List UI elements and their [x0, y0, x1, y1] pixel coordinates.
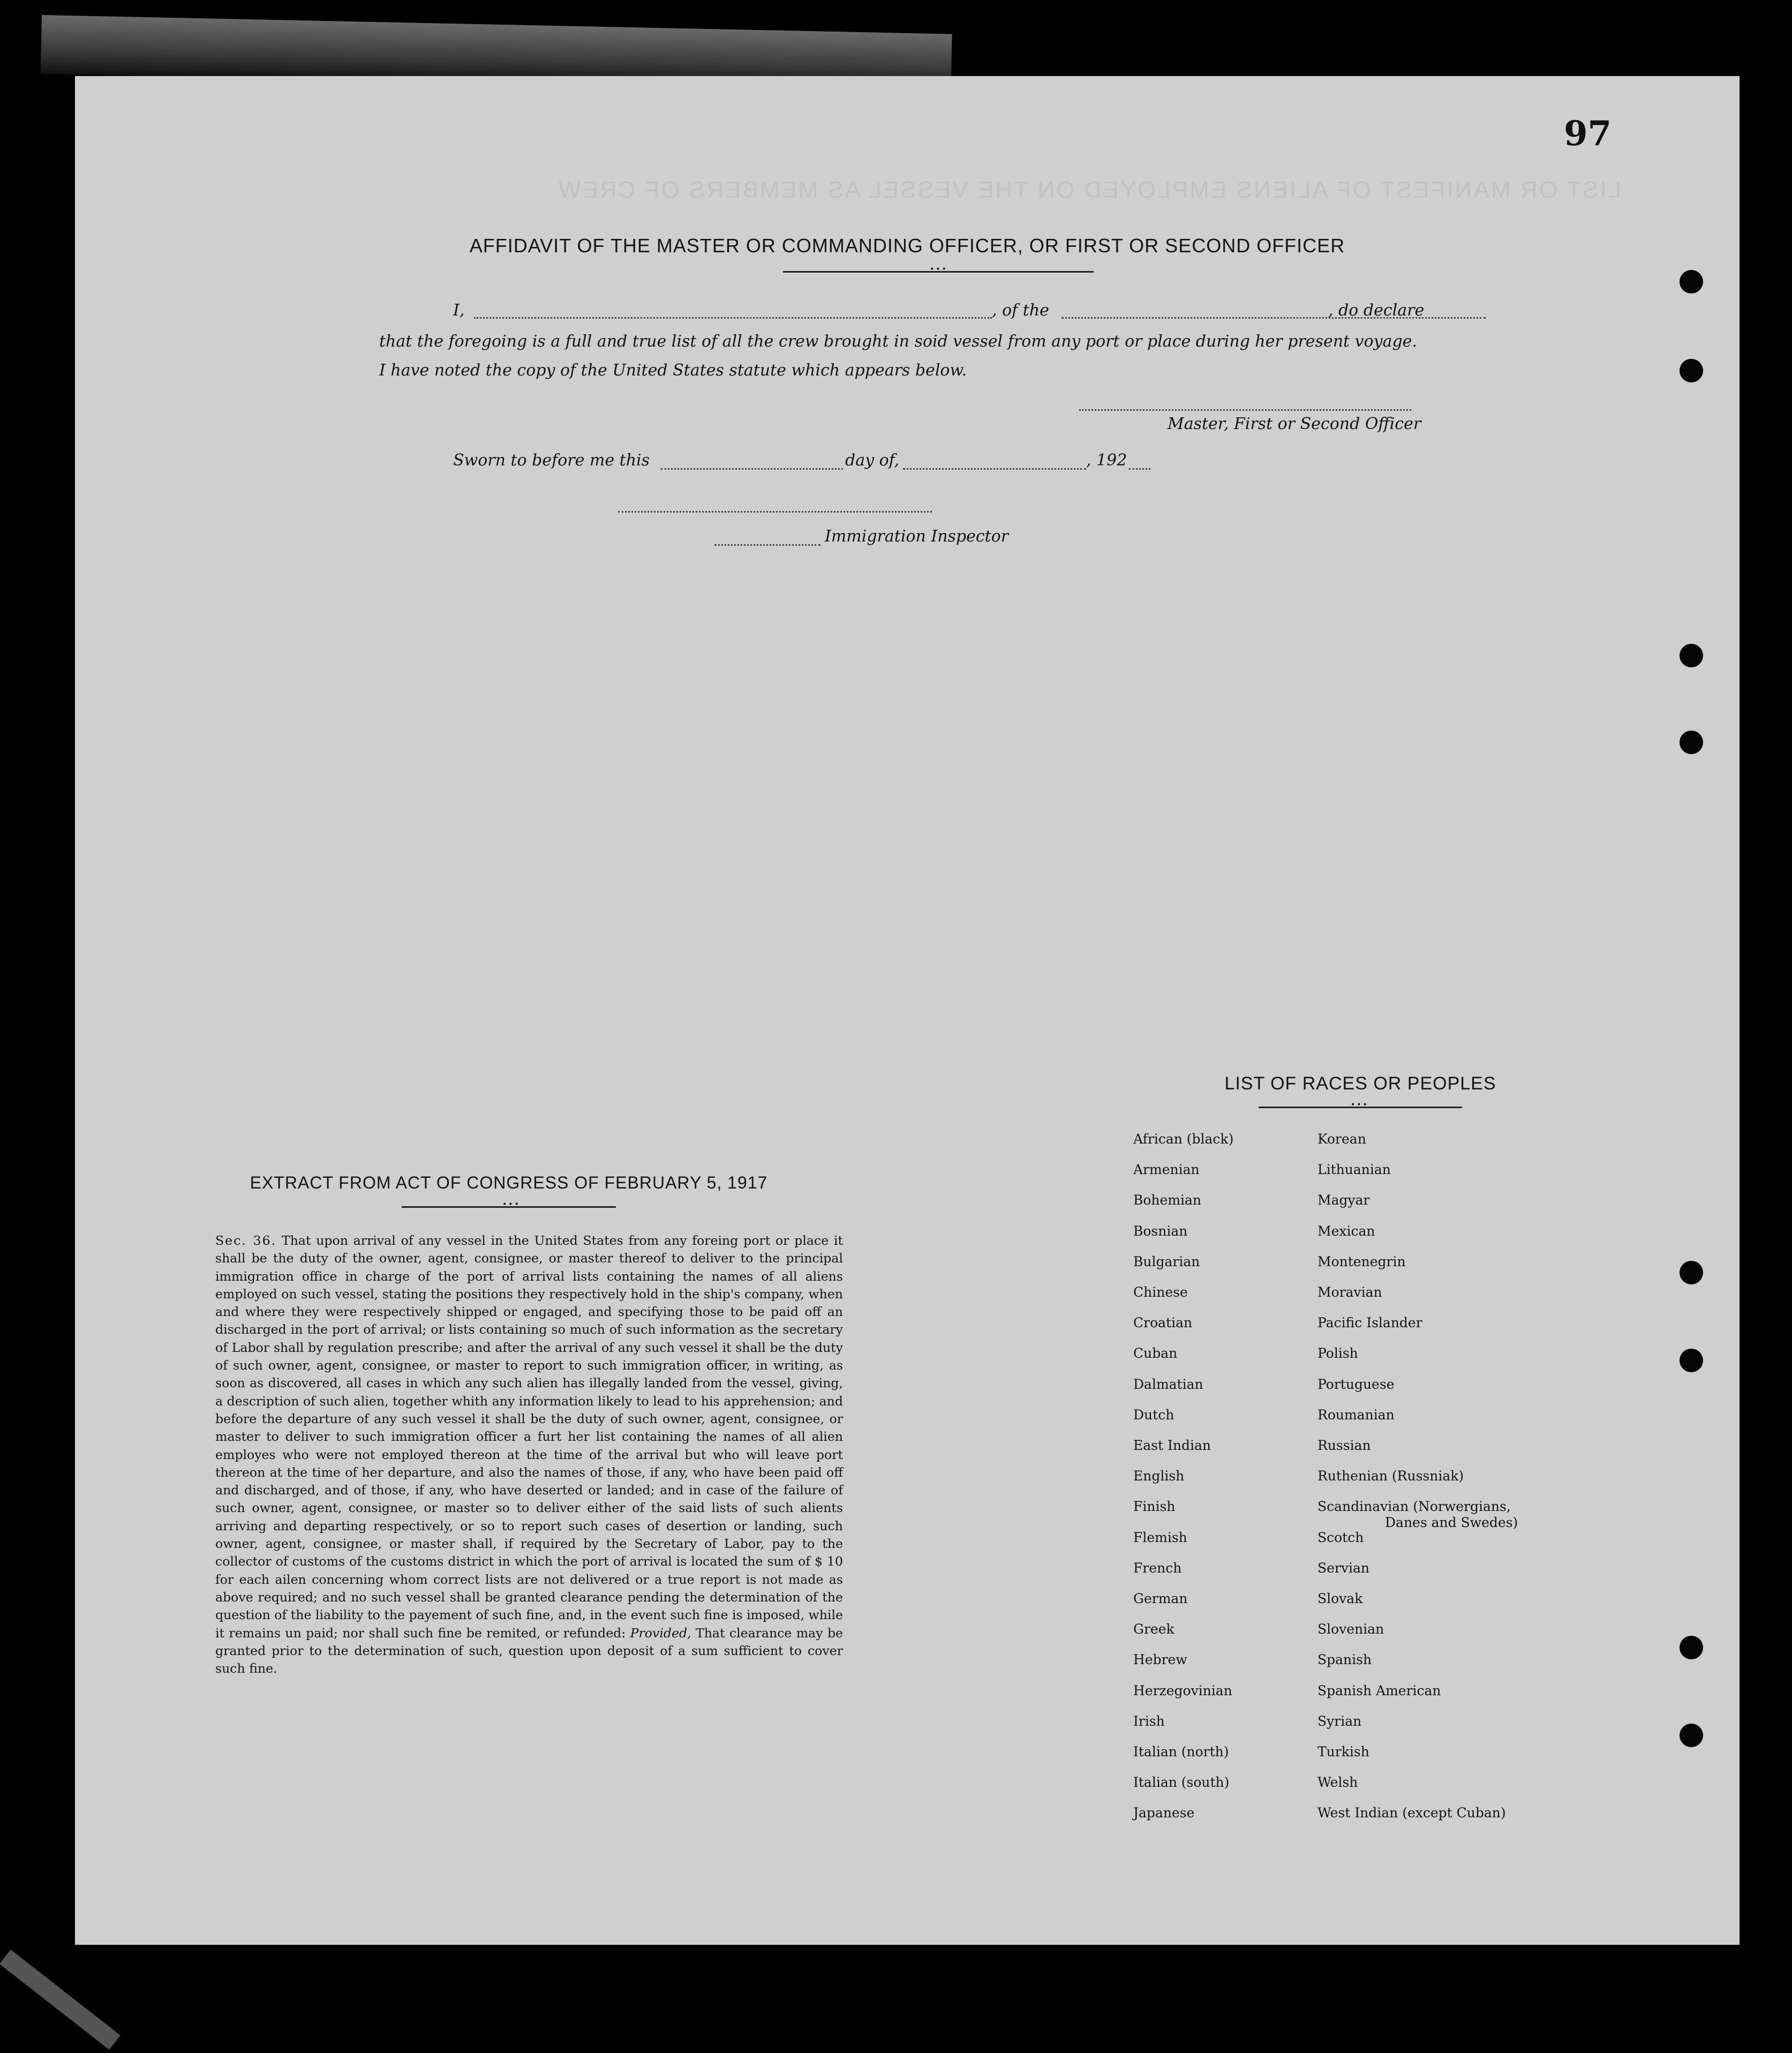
punch-hole — [1680, 359, 1703, 382]
race-item: Greek — [1133, 1621, 1174, 1637]
race-item: Scandinavian (Norwergians, — [1317, 1499, 1511, 1514]
race-item: Croatian — [1133, 1315, 1193, 1330]
race-item: Polish — [1317, 1345, 1358, 1361]
race-item: German — [1133, 1591, 1188, 1606]
race-item: Irish — [1133, 1713, 1165, 1729]
race-item: Bosnian — [1133, 1223, 1188, 1239]
race-item: East Indian — [1133, 1438, 1211, 1453]
race-item: Slovak — [1317, 1591, 1363, 1606]
inspector-signature-line — [618, 511, 932, 513]
race-item: Bulgarian — [1133, 1254, 1200, 1269]
punch-hole — [1680, 731, 1703, 754]
race-item: Herzegovinian — [1133, 1683, 1232, 1698]
race-item: Cuban — [1133, 1345, 1178, 1361]
race-item: Montenegrin — [1317, 1254, 1406, 1269]
race-item: Spanish American — [1317, 1683, 1441, 1698]
race-item: Korean — [1317, 1131, 1366, 1147]
master-signature-line — [1079, 409, 1411, 411]
section-label: Sec. 36. — [215, 1233, 277, 1248]
punch-hole — [1680, 644, 1703, 667]
race-item: Servian — [1317, 1560, 1369, 1576]
punch-hole — [1680, 1636, 1703, 1659]
provided-word: Provided, — [630, 1625, 691, 1641]
scan-corner-shadow — [0, 1950, 121, 2050]
race-item: Finish — [1133, 1499, 1176, 1514]
race-item: Hebrew — [1133, 1652, 1187, 1667]
race-item: West Indian (except Cuban) — [1317, 1805, 1506, 1821]
race-item: French — [1133, 1560, 1182, 1576]
race-item: Italian (south) — [1133, 1774, 1230, 1790]
name-blank — [474, 317, 992, 319]
race-item: Armenian — [1133, 1162, 1200, 1177]
race-item: Italian (north) — [1133, 1744, 1229, 1759]
race-item: Japanese — [1133, 1805, 1195, 1821]
year-blank — [1129, 468, 1150, 470]
race-item: Russian — [1317, 1438, 1371, 1453]
extract-text-part2: That clearance may be granted prior to the determination of such, question upon deposit of a sum sufficient to cover such fine. — [215, 1625, 844, 1676]
race-item: Roumanian — [1317, 1407, 1395, 1423]
document-page — [75, 76, 1740, 1945]
race-item: Ruthenian (Russniak) — [1317, 1468, 1464, 1484]
day-blank — [661, 468, 843, 470]
month-blank — [903, 468, 1086, 470]
race-item: Mexican — [1317, 1223, 1375, 1239]
extract-text-part1: That upon arrival of any vessel in the United States from any foreing port or place it shall be the duty of the owner, agent, consignee, or master thereof to deliver to the principal immigration office in charge of the port of arrival lists containing the names of all aliens employed on such vessel, stating the positions they respectively hold in the ship's company, when and where they were respectively shipped or engaged, and specifying those to be paid off an discharged in the port of arrival; or lists containing so much of such information as the secretary of Labor shall by regulation prescribe; and after the arrival of any such vessel it shall be the duty of such owner, agent, consignee, or master to report to such immigration officer, in writing, as soon as discovered, all cases in which any such alien has illegally landed from the vessel, giving, a description of such alien, together whith any information likely to lead to his apprehension; and before the departure of any such vessel it shall be the duty of such owner, agent, consignee, or master to deliver to such immigration officer a furt her list containing the names of all alien employes who were not employed thereon at the time of the arrival but who will leave port thereon at the time of her departure, and also the names of those, if any, who have been paid off and discharged, and of those, if any, who have deserted or landed; and in case of the failure of such owner, agent, consignee, or master so to deliver either of the said lists of such alients arriving and departing respectively, or so to report such cases of desertion or landing, such owner, agent, consignee, or master shall, if required by the Secretary of Labor, pay to the collector of customs of the customs district in which the port of arrival is located the sum of $ 10 for each ailen concerning whom correct lists are not delivered or a true report is not made as above required; and no such vessel shall be granted clearance pending the determination of the question of the liability to the payement of such fine, and, in the event such fine is imposed, while it remains un paid; nor shall such fine be remited, or refunded: — [215, 1233, 843, 1641]
race-item: Syrian — [1317, 1713, 1362, 1729]
race-item: Welsh — [1317, 1774, 1358, 1790]
sworn-year: , 192 — [1086, 451, 1127, 470]
affidavit-title: AFFIDAVIT OF THE MASTER OR COMMANDING OFFICER, OR FIRST OR SECOND OFFICER — [469, 235, 1345, 257]
affidavit-statement: that the foregoing is a full and true list of all the crew brought in soid vessel from any port or place during her present voyage. — [379, 332, 1417, 351]
punch-hole — [1680, 1349, 1703, 1372]
title-rule-ornament: ••• — [930, 265, 948, 274]
sworn-day-of: day of, — [845, 451, 900, 470]
inspector-short-line — [714, 544, 820, 546]
punch-hole — [1680, 1261, 1703, 1284]
extract-body — [215, 1232, 843, 1678]
races-title: LIST OF RACES OR PEOPLES — [1224, 1073, 1496, 1094]
affidavit-statute-note: I have noted the copy of the United States statute which appears below. — [379, 361, 967, 380]
race-item: Slovenian — [1317, 1621, 1384, 1637]
race-item: African (black) — [1133, 1131, 1234, 1147]
race-item: Spanish — [1317, 1652, 1372, 1667]
sworn-prefix: Sworn to before me this — [453, 451, 650, 470]
affidavit-of-the: , of the — [992, 301, 1049, 320]
race-item: Magyar — [1317, 1192, 1370, 1208]
race-item: Chinese — [1133, 1284, 1188, 1300]
bleed-through-title: LIST OR MANIFEST OF ALIENS EMPLOYED ON THE VESSEL AS MEMBERS OF CREW — [557, 177, 1622, 203]
race-item: Bohemian — [1133, 1192, 1202, 1208]
race-item: Lithuanian — [1317, 1162, 1391, 1177]
inspector-label: Immigration Inspector — [825, 527, 1009, 546]
race-item: Pacific Islander — [1317, 1315, 1422, 1330]
master-signature-label: Master, First or Second Officer — [1168, 415, 1421, 433]
affidavit-declare: , do declare — [1328, 301, 1425, 320]
punch-hole — [1680, 270, 1703, 294]
race-item: Dutch — [1133, 1407, 1174, 1423]
race-item: Dalmatian — [1133, 1377, 1203, 1392]
affidavit-i: I, — [453, 301, 465, 320]
race-item: Scotch — [1317, 1530, 1364, 1545]
race-scandinavian-continued: Danes and Swedes) — [1385, 1515, 1518, 1530]
race-item: Flemish — [1133, 1530, 1187, 1545]
punch-hole — [1680, 1724, 1703, 1747]
race-item: English — [1133, 1468, 1185, 1484]
race-item: Moravian — [1317, 1284, 1382, 1300]
races-rule-ornament: ••• — [1351, 1101, 1369, 1109]
page-number-stamp: 97 — [1564, 114, 1612, 154]
race-item: Turkish — [1317, 1744, 1369, 1759]
extract-rule-ornament: ••• — [502, 1200, 521, 1209]
race-item: Portuguese — [1317, 1377, 1395, 1392]
extract-title: EXTRACT FROM ACT OF CONGRESS OF FEBRUARY 5, 1917 — [250, 1173, 768, 1192]
